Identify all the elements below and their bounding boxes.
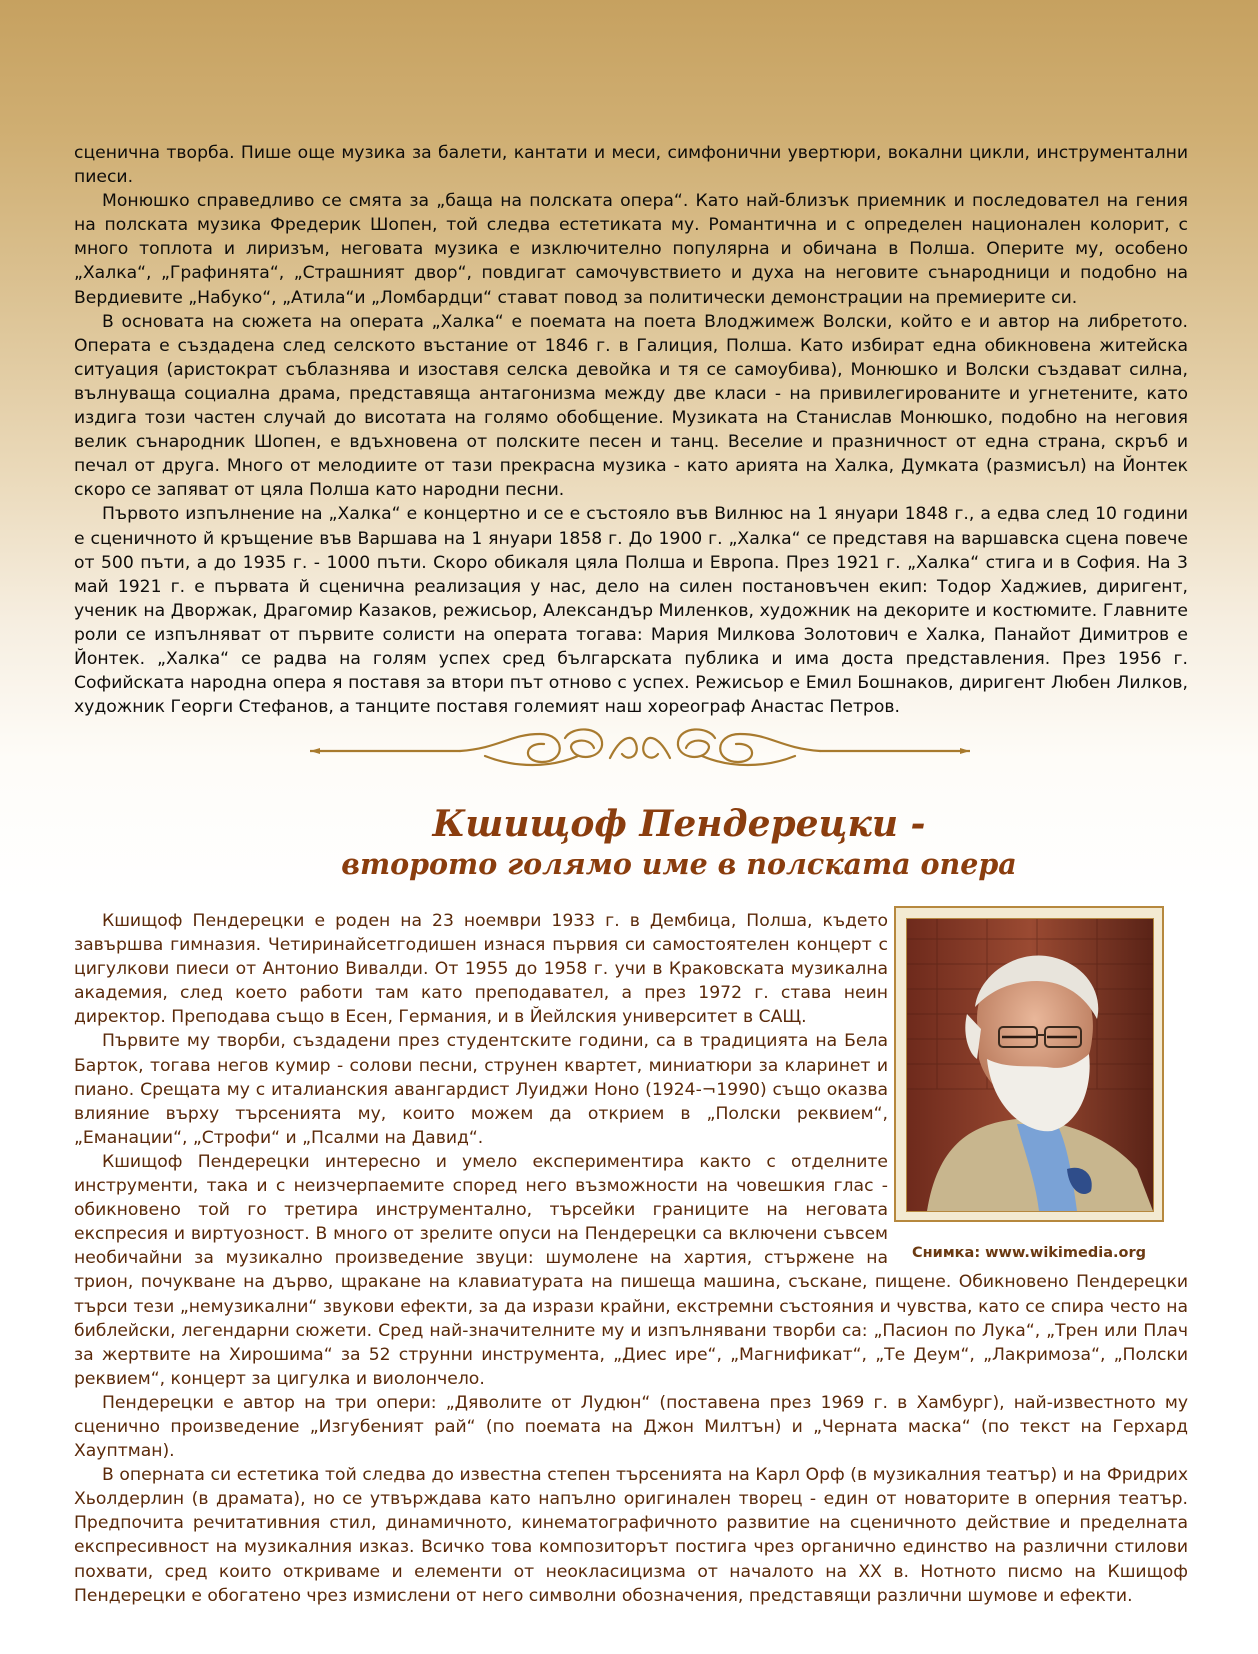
heading-title: Кшищоф Пендерецки - xyxy=(432,803,926,845)
bottom-paragraph: Пендерецки е автор на три опери: „Дяволите от Лудюн“ (поставена през 1969 г. в Хамбург), най-известното му сценично произведение „Изгубеният рай“ (по поемата на Джон Милтън) и „Черната маска“ (по текст на Герхард Хауптман). xyxy=(74,1392,1188,1462)
top-article-text xyxy=(74,141,1188,719)
photo-spacer xyxy=(888,909,1188,1259)
section-heading xyxy=(0,802,1258,882)
heading-subtitle: второто голямо име в полската опера xyxy=(341,847,1017,881)
bottom-article-text xyxy=(74,909,1188,1608)
top-paragraph: Монюшко справедливо се смята за „баща на полската опера“. Като най-близък приемник и последовател на гения на полската музика Фредерик Шопен, той следва естетиката му. Романтична и с определен национален колорит, с много топлота и лиризъм, неговата музика е изключително популярна и обичана в Полша. Оперите му, особено „Халка“, „Графинята“, „Страшният двор“, повдигат самочувствието и духа на неговите сънародници и подобно на Вердиевите „Набуко“, „Атила“и „Ломбардци“ стават повод за политически демонстрации на премиерите си. xyxy=(74,191,1188,308)
ornament-divider-icon xyxy=(310,718,970,778)
bottom-paragraph: Кшищоф Пендерецки интересно и умело експериментира както с отделните инструменти, така и с неизчерпаемите според него възможности на човешкия глас - обикновено той го третира инструментално, търсейки границите на неговата експресия и виртуозност. В много от зрелите опуси на Пендерецки са включени съвсем необичайни за музикално произведение звуци: шумолене на хартия, стържене на трион, почукване на дърво, щракане на клавиатурата на пишеща машина, съскане, пищене. Обикновено Пендерецки търси тези „немузикални“ звукови ефекти, за да изрази крайни, екстремни състояния и чувства, като се спира често на библейски, легендарни сюжети. Сред най-значителните му и изпълнявани творби са: „Пасион по Лука“, „Трен или Плач за жертвите на Хирошима“ за 52 струнни инструмента, „Диес ире“, „Магнификат“, „Те Деум“, „Лакримоза“, „Полски реквием“, концерт за цигулка и виолончело. xyxy=(74,1151,1188,1389)
top-paragraph: Първото изпълнение на „Халка“ е концертно и се е състояло във Вилнюс на 1 януари 1848 г., а едва след 10 години е сценичното й кръщение във Варшава на 1 януари 1858 г. До 1900 г. „Халка“ се представя на варшавска сцена повече от 500 пъти, а до 1935 г. - 1000 пъти. Скоро обикаля цяла Полша и Европа. През 1921 г. „Халка“ стига и в София. На 3 май 1921 г. е първата й сценична реализация у нас, дело на силен постановъчен екип: Тодор Хаджиев, диригент, ученик на Дворжак, Драгомир Казаков, режисьор, Александър Миленков, художник на декорите и костюмите. Главните роли се изпълняват от първите солисти на операта тогава: Мария Милкова Золотович е Халка, Панайот Димитров е Йонтек. „Халка“ се радва на голям успех сред българската публика и има доста представления. През 1956 г. Софийската народна опера я поставя за втори път отново с успех. Режисьор е Емил Бошнаков, диригент Любен Лилков, художник Георги Стефанов, а танците поставя големият наш хореограф Анастас Петров. xyxy=(74,504,1188,718)
photo-caption: Снимка: www.wikimedia.org xyxy=(912,1245,1146,1261)
top-paragraph: сценична творба. Пише още музика за балети, кантати и меси, симфонични увертюри, вокални цикли, инструментални пиеси. xyxy=(74,143,1188,188)
top-paragraph: В основата на сюжета на операта „Халка“ е поемата на поета Влоджимеж Волски, който е и автор на либретото. Операта е създадена след селското въстание от 1846 г. в Галиция, Полша. Като избират една обикновена житейска ситуация (аристократ съблазнява и изоставя селска девойка и тя се самоубива), Монюшко и Волски създават силна, вълнуваща социална драма, представяща антагонизма между две класи - на привилегированите и угнетените, като издига този частен случай до висотата на голямо обобщение. Музиката на Станислав Монюшко, подобно на неговия велик сънародник Шопен, е вдъхновена от полските песен и танц. Веселие и празничност от една страна, скръб и печал от друга. Много от мелодиите от тази прекрасна музика - като арията на Халка, Думката (размисъл) на Йонтек скоро се запяват от цяла Полша като народни песни. xyxy=(74,311,1188,501)
bottom-paragraph: Първите му творби, създадени през студентските години, са в традицията на Бела Барток, тогава негов кумир - солови песни, струнен квартет, миниатюри за кларинет и пиано. Срещата му с италианския авангардист Луиджи Ноно (1924-¬1990) също оказва влияние върху търсенията му, които можем да открием в „Полски реквием“, „Еманации“, „Строфи“ и „Псалми на Давид“. xyxy=(74,1031,888,1148)
bottom-paragraph: В оперната си естетика той следва до известна степен търсенията на Карл Орф (в музикалния театър) и на Фридрих Хьолдерлин (в драмата), но се утвърждава като напълно оригинален творец - един от новаторите в оперния театър. Предпочита речитативния стил, динамичното, кинематографичното развитие на сценичното действие и пределната експресивност на музикалния изказ. Всичко това композиторът постига чрез органично единство на различни стилови похвати, сред които откриваме и елементи от неокласицизма от началото на XX в. Нотното писмо на Кшищоф Пендерецки е обогатено чрез измислени от него символни обозначения, представящи различни шумове и ефекти. xyxy=(74,1465,1188,1606)
bottom-paragraph: Кшищоф Пендерецки е роден на 23 ноември 1933 г. в Дембица, Полша, където завършва гимназия. Четиринайсетгодишен изнася първия си самостоятелен концерт с цигулкови пиеси от Антонио Вивалди. От 1955 до 1958 г. учи в Краковската музикална академия, след което работи там като преподавател, а през 1972 г. става неин директор. Преподава също в Есен, Германия, и в Йейлския университет в САЩ. xyxy=(74,911,888,1028)
